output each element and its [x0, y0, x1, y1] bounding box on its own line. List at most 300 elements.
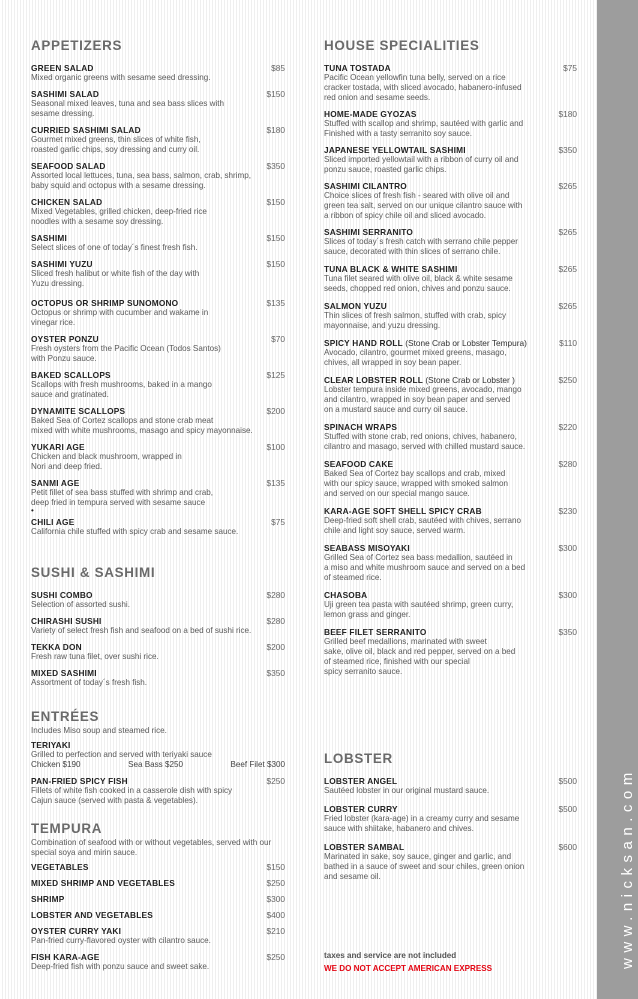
menu-item-name — [31, 740, 71, 750]
menu-item — [31, 590, 285, 610]
menu-item — [324, 109, 577, 139]
menu-item-price: $75 — [563, 63, 577, 73]
menu-item-description: mayonnaise, and yuzu dressing. — [324, 321, 441, 330]
menu-item-price: $150 — [266, 862, 285, 872]
menu-item-header — [324, 543, 577, 553]
menu-item-description: Grilled to perfection and served with teriyaki sauce — [31, 750, 212, 759]
menu-item — [324, 145, 577, 175]
menu-item-title: OCTOPUS OR SHRIMP SUNOMONO — [31, 298, 179, 308]
menu-item-price: $180 — [266, 125, 285, 135]
menu-item-description: lemon grass and ginger. — [324, 610, 411, 619]
menu-item-description: chives, all wrapped in soy bean paper. — [324, 358, 462, 367]
menu-item-name — [31, 259, 93, 269]
menu-item — [31, 776, 285, 806]
menu-item-name — [31, 776, 128, 786]
menu-item-description: sake, olive oil, black and red pepper, served on a bed — [324, 647, 516, 656]
menu-item-price: $85 — [271, 63, 285, 73]
menu-item-description: Gourmet mixed greens, thin slices of white fish, — [31, 135, 201, 144]
menu-item-name — [31, 370, 111, 380]
menu-item — [324, 338, 577, 368]
menu-item-name — [31, 442, 85, 452]
menu-item-description: Stuffed with scallop and shrimp, sautéed with garlic and — [324, 119, 524, 128]
menu-item-description: Baked Sea of Cortez scallops and stone crab meat — [31, 416, 214, 425]
menu-item-name — [324, 776, 397, 786]
menu-item-price: $350 — [558, 627, 577, 637]
menu-item-description: Marinated in sake, soy sauce, ginger and garlic, and — [324, 852, 512, 861]
menu-item-description: of steamed rice. — [324, 573, 382, 582]
menu-item — [324, 301, 577, 331]
menu-item-name — [324, 375, 515, 385]
menu-item-title: TUNA TOSTADA — [324, 63, 391, 73]
section-note: Combination of seafood with or without vegetables, served with our special soya and mirin sauce. — [31, 838, 272, 857]
menu-item-header — [31, 740, 285, 750]
menu-item-price: $250 — [266, 952, 285, 962]
menu-item — [31, 233, 285, 253]
menu-item-price: $200 — [266, 642, 285, 652]
menu-item-name — [31, 63, 94, 73]
menu-item — [31, 334, 285, 364]
menu-item-description: Uji green tea pasta with sautéed shrimp, green curry, — [324, 600, 514, 609]
menu-item — [31, 259, 285, 289]
menu-item-title: LOBSTER CURRY — [324, 804, 398, 814]
menu-item-header — [324, 338, 577, 348]
menu-item — [31, 740, 285, 770]
menu-item-header — [324, 227, 577, 237]
menu-item-name — [31, 125, 141, 135]
menu-item-price: $180 — [558, 109, 577, 119]
section-title: APPETIZERS — [31, 38, 123, 53]
menu-item-header — [31, 334, 285, 344]
menu-item — [324, 227, 577, 257]
menu-item-title: SALMON YUZU — [324, 301, 387, 311]
menu-item-header — [31, 910, 285, 920]
menu-item-header — [31, 878, 285, 888]
menu-item-name — [31, 517, 74, 527]
menu-item-price: $350 — [558, 145, 577, 155]
menu-item-name — [324, 842, 404, 852]
menu-item-price: $265 — [558, 301, 577, 311]
menu-item — [324, 181, 577, 221]
menu-item-variants — [31, 760, 285, 770]
menu-item-header — [31, 478, 285, 488]
menu-item — [31, 63, 285, 83]
menu-item — [31, 910, 285, 920]
menu-item-price: $125 — [266, 370, 285, 380]
menu-item-title: SASHIMI CILANTRO — [324, 181, 407, 191]
menu-item-qualifier: (Stone Crab or Lobster Tempura) — [405, 338, 527, 348]
menu-item-description: sauce with shiitake, habanero and chives. — [324, 824, 474, 833]
menu-item-price: $280 — [266, 590, 285, 600]
menu-item — [324, 459, 577, 499]
menu-item-title: FISH KARA-AGE — [31, 952, 100, 962]
menu-item-description: Thin slices of fresh salmon, stuffed with crab, spicy — [324, 311, 507, 320]
menu-item — [31, 298, 285, 328]
menu-item-price: $210 — [266, 926, 285, 936]
menu-item-header — [31, 862, 285, 872]
menu-item-description: Sliced imported yellowtail with a ribbon of curry oil and — [324, 155, 519, 164]
menu-item-name — [31, 161, 106, 171]
menu-item-description: Finished with a tasty serranito soy sauce. — [324, 129, 473, 138]
menu-item — [324, 63, 577, 103]
menu-item-header — [31, 642, 285, 652]
menu-item — [31, 517, 285, 537]
menu-item-description: Mixed Vegetables, grilled chicken, deep-fried rice — [31, 207, 207, 216]
menu-item-name — [324, 459, 393, 469]
menu-item-title: MIXED SASHIMI — [31, 668, 97, 678]
menu-footer — [324, 951, 577, 974]
menu-item-price: $265 — [558, 181, 577, 191]
menu-item-description: baby squid and octopus with a sesame dressing. — [31, 181, 206, 190]
menu-item-header — [324, 506, 577, 516]
menu-item-description: sesame dressing. — [31, 109, 95, 118]
amex-warning: WE DO NOT ACCEPT AMERICAN EXPRESS — [324, 964, 493, 973]
menu-item-description: Yuzu dressing. — [31, 279, 85, 288]
menu-item-header — [324, 627, 577, 637]
menu-item — [31, 642, 285, 662]
menu-item-title: HOME-MADE GYOZAS — [324, 109, 417, 119]
menu-item-price: $150 — [266, 89, 285, 99]
menu-item-title: SASHIMI SERRANITO — [324, 227, 413, 237]
menu-item-name — [324, 543, 410, 553]
menu-item-description: Assortment of today´s fresh fish. — [31, 678, 148, 687]
menu-section-sushi-sashimi — [31, 565, 285, 694]
menu-section-entr-es — [31, 709, 285, 815]
menu-item-name — [31, 616, 102, 626]
menu-item-header — [324, 422, 577, 432]
menu-item-name — [31, 89, 99, 99]
menu-item-description: chile and light soy sauce, served warm. — [324, 526, 466, 535]
menu-item — [31, 442, 285, 472]
menu-item-name — [324, 264, 458, 274]
section-note: Includes Miso soup and steamed rice. — [31, 726, 167, 735]
menu-item-title: PAN-FRIED SPICY FISH — [31, 776, 128, 786]
menu-item-header — [324, 375, 577, 385]
menu-item-name — [31, 952, 100, 962]
menu-item-price: $75 — [271, 517, 285, 527]
menu-item-description: seeds, chopped red onion, chives and ponzu sauce. — [324, 284, 511, 293]
menu-item-name — [31, 406, 125, 416]
menu-item-description: Petit fillet of sea bass stuffed with shrimp and crab, — [31, 488, 214, 497]
menu-item-description: a miso and white mushroom sauce and served on a bed — [324, 563, 526, 572]
taxes-note: taxes and service are not included — [324, 951, 457, 960]
menu-item-price: $250 — [558, 375, 577, 385]
menu-item-name — [31, 878, 175, 888]
menu-item-title: JAPANESE YELLOWTAIL SASHIMI — [324, 145, 466, 155]
menu-item-price: $350 — [266, 161, 285, 171]
menu-item-header — [324, 145, 577, 155]
menu-item-name — [31, 233, 67, 243]
menu-item-price: $135 — [266, 478, 285, 488]
menu-item-description: of steamed rice, finished with our special — [324, 657, 470, 666]
menu-item-description: Fresh raw tuna filet, over sushi rice. — [31, 652, 159, 661]
menu-item-price: $150 — [266, 197, 285, 207]
menu-item-title: SEAFOOD SALAD — [31, 161, 106, 171]
menu-item — [31, 926, 285, 946]
menu-item-description: Assorted local lettuces, tuna, sea bass, salmon, crab, shrimp, — [31, 171, 251, 180]
menu-item-description: Deep-fried soft shell crab, sautéed with chives, serrano — [324, 516, 522, 525]
menu-section-appetizers — [31, 38, 285, 543]
menu-item-title: TUNA BLACK & WHITE SASHIMI — [324, 264, 458, 274]
menu-item-description: Stuffed with stone crab, red onions, chives, habanero, — [324, 432, 517, 441]
menu-item — [31, 862, 285, 872]
menu-item-title: LOBSTER AND VEGETABLES — [31, 910, 153, 920]
menu-item-title: CHASOBA — [324, 590, 368, 600]
menu-item-name — [324, 590, 367, 600]
menu-item-name — [31, 197, 102, 207]
menu-item-header — [31, 776, 285, 786]
menu-item — [324, 264, 577, 294]
menu-item-header — [31, 616, 285, 626]
variant-price: Beef Filet $300 — [230, 760, 285, 769]
menu-item — [31, 406, 285, 436]
menu-item-description: a ribbon of spicy chile oil and sliced avocado. — [324, 211, 486, 220]
menu-item — [324, 543, 577, 583]
menu-item — [31, 878, 285, 888]
menu-item-description: with our spicy sauce, wrapped with smoked salmon — [324, 479, 508, 488]
menu-item-title: GREEN SALAD — [31, 63, 94, 73]
menu-item-description: sauce and gratinated. — [31, 390, 109, 399]
menu-item-description: Deep-fried fish with ponzu sauce and sweet sake. — [31, 962, 210, 971]
menu-item-title: LOBSTER SAMBAL — [324, 842, 405, 852]
menu-item — [324, 506, 577, 536]
section-title: ENTRÉES — [31, 709, 100, 724]
menu-item-header — [31, 161, 285, 171]
menu-item-name — [31, 926, 121, 936]
menu-item-price: $280 — [266, 616, 285, 626]
menu-item-description: Slices of today´s fresh catch with serrano chile pepper — [324, 237, 518, 246]
menu-item-description: with Ponzu sauce. — [31, 354, 97, 363]
menu-item-price: $300 — [558, 543, 577, 553]
menu-item-header — [324, 804, 577, 814]
menu-item-name — [324, 227, 413, 237]
menu-item-description: Variety of select fresh fish and seafood on a bed of sushi rice. — [31, 626, 252, 635]
menu-item — [31, 478, 285, 514]
menu-item-title: CHILI AGE — [31, 517, 75, 527]
menu-item-description: Grilled beef medallions, marinated with sweet — [324, 637, 487, 646]
menu-item-description: red onion and sesame seeds. — [324, 93, 431, 102]
menu-item-header — [31, 233, 285, 243]
menu-item — [324, 627, 577, 677]
menu-item-header — [31, 259, 285, 269]
menu-item-price: $350 — [266, 668, 285, 678]
menu-item — [31, 370, 285, 400]
menu-item-description: Mixed organic greens with sesame seed dressing. — [31, 73, 211, 82]
menu-item-name — [324, 422, 397, 432]
menu-item-header — [31, 590, 285, 600]
menu-item-price: $220 — [558, 422, 577, 432]
menu-item — [324, 842, 577, 882]
menu-item-title: OYSTER PONZU — [31, 334, 99, 344]
menu-item-price: $300 — [558, 590, 577, 600]
menu-item-description: Selection of assorted sushi. — [31, 600, 130, 609]
menu-item-title: LOBSTER ANGEL — [324, 776, 398, 786]
menu-item-name — [324, 63, 391, 73]
menu-item-description: and served on our special mango sauce. — [324, 489, 470, 498]
menu-item-description: Select slices of one of today´s finest fresh fish. — [31, 243, 198, 252]
menu-item-title: SASHIMI SALAD — [31, 89, 100, 99]
menu-item-price: $250 — [266, 878, 285, 888]
menu-item-description: sauce, decorated with thin slices of serrano chile. — [324, 247, 501, 256]
menu-item — [31, 952, 285, 972]
menu-item-description: Seasonal mixed leaves, tuna and sea bass slices with — [31, 99, 225, 108]
variant-price: Sea Bass $250 — [128, 760, 183, 769]
menu-item-description: deep fried in tempura served with sesame sauce — [31, 498, 206, 507]
menu-item — [324, 375, 577, 415]
menu-item — [31, 197, 285, 227]
menu-item-title: BAKED SCALLOPS — [31, 370, 111, 380]
menu-item-title: CURRIED SASHIMI SALAD — [31, 125, 141, 135]
menu-item-price: $100 — [266, 442, 285, 452]
menu-item-title: CHIRASHI SUSHI — [31, 616, 102, 626]
menu-item-header — [324, 590, 577, 600]
menu-item — [31, 668, 285, 688]
menu-item-name — [324, 145, 466, 155]
menu-item-description: Octopus or shrimp with cucumber and wakame in — [31, 308, 209, 317]
menu-item-description: and cilantro, wrapped in soy bean paper and served — [324, 395, 511, 404]
menu-item-name — [31, 894, 64, 904]
menu-item-description: cilantro and masago, served with chilled mustard sauce. — [324, 442, 526, 451]
menu-item-header — [324, 63, 577, 73]
menu-item-description: Fresh oysters from the Pacific Ocean (Todos Santos) — [31, 344, 221, 353]
menu-item-description: ponzu sauce, roasted garlic chips. — [324, 165, 447, 174]
menu-item-name — [324, 506, 482, 516]
menu-item-name — [31, 668, 97, 678]
menu-item-header — [31, 406, 285, 416]
section-title: HOUSE SPECIALITIES — [324, 38, 480, 53]
menu-item-title: SANMI AGE — [31, 478, 80, 488]
menu-item-header — [31, 952, 285, 962]
menu-item-title: OYSTER CURRY YAKI — [31, 926, 122, 936]
menu-item-description: noodles with a sesame soy dressing. — [31, 217, 164, 226]
menu-item-price: $150 — [266, 233, 285, 243]
menu-item-price: $70 — [271, 334, 285, 344]
menu-item-description: spicy serranito sauce. — [324, 667, 403, 676]
menu-item-name — [31, 642, 82, 652]
menu-item-title: VEGETABLES — [31, 862, 89, 872]
menu-item-description: cracker tostada, with sliced avocado, habanero-infused — [324, 83, 522, 92]
menu-item-header — [324, 301, 577, 311]
menu-item — [31, 89, 285, 119]
section-title: SUSHI & SASHIMI — [31, 565, 156, 580]
menu-item-price: $600 — [558, 842, 577, 852]
menu-item-description: Baked Sea of Cortez bay scallops and crab, mixed — [324, 469, 506, 478]
menu-item-description: Tuna filet seared with olive oil, black & white sesame — [324, 274, 513, 283]
menu-item-title: SPICY HAND ROLL — [324, 338, 403, 348]
menu-item-name — [324, 301, 387, 311]
menu-item-description: Fried lobster (kara-age) in a creamy curry and sesame — [324, 814, 520, 823]
menu-item-description: Avocado, cilantro, gourmet mixed greens, masago, — [324, 348, 507, 357]
menu-item-qualifier: (Stone Crab or Lobster ) — [425, 375, 515, 385]
menu-item-description: • — [31, 506, 34, 515]
menu-item-header — [324, 776, 577, 786]
menu-item-title: SEABASS MISOYAKI — [324, 543, 410, 553]
menu-section-tempura — [31, 821, 285, 978]
menu-item-name — [31, 590, 93, 600]
menu-item-description: bathed in a sauce of sweet and sour chiles, green onion — [324, 862, 525, 871]
menu-item-title: CHICKEN SALAD — [31, 197, 103, 207]
menu-item-description: Grilled Sea of Cortez sea bass medallion, sautéed in — [324, 553, 513, 562]
menu-item-description: Pan-fried curry-flavored oyster with cilantro sauce. — [31, 936, 211, 945]
menu-item-title: CLEAR LOBSTER ROLL — [324, 375, 423, 385]
menu-item — [324, 590, 577, 620]
menu-item-name — [31, 910, 153, 920]
menu-item — [324, 804, 577, 834]
menu-item-title: YUKARI AGE — [31, 442, 85, 452]
menu-item — [31, 616, 285, 636]
menu-item-header — [31, 63, 285, 73]
menu-item-title: MIXED SHRIMP AND VEGETABLES — [31, 878, 176, 888]
menu-item-header — [324, 109, 577, 119]
menu-item-price: $200 — [266, 406, 285, 416]
menu-item-title: SEAFOOD CAKE — [324, 459, 394, 469]
menu-item-title: SPINACH WRAPS — [324, 422, 398, 432]
menu-item-description: Pacific Ocean yellowfin tuna belly, served on a rice — [324, 73, 506, 82]
menu-item — [31, 894, 285, 904]
menu-item-header — [31, 125, 285, 135]
menu-item-description: Scallops with fresh mushrooms, baked in a mango — [31, 380, 212, 389]
menu-item-name — [324, 181, 407, 191]
menu-item-price: $500 — [558, 804, 577, 814]
menu-section-house-specialities — [324, 38, 577, 684]
menu-item-price: $150 — [266, 259, 285, 269]
menu-item-price: $250 — [266, 776, 285, 786]
menu-item-name — [31, 298, 178, 308]
menu-item-description: Chicken and black mushroom, wrapped in — [31, 452, 182, 461]
menu-item-name — [31, 334, 99, 344]
menu-item-description: Lobster tempura inside mixed greens, avocado, mango — [324, 385, 522, 394]
menu-item-price: $265 — [558, 227, 577, 237]
menu-item-title: DYNAMITE SCALLOPS — [31, 406, 126, 416]
menu-item — [324, 422, 577, 452]
menu-item-header — [31, 517, 285, 527]
menu-item-price: $135 — [266, 298, 285, 308]
menu-item-header — [31, 926, 285, 936]
menu-item-header — [31, 668, 285, 678]
menu-item-description: on a mustard sauce and curry oil sauce. — [324, 405, 468, 414]
menu-item — [31, 161, 285, 191]
menu-item-name — [31, 478, 80, 488]
menu-item-header — [31, 894, 285, 904]
menu-item-header — [324, 842, 577, 852]
menu-item-name — [324, 627, 427, 637]
menu-item-price: $280 — [558, 459, 577, 469]
menu-item-description: and sesame oil. — [324, 872, 381, 881]
menu-item-description: Sliced fresh halibut or white fish of the day with — [31, 269, 200, 278]
menu-item — [31, 125, 285, 155]
menu-item-description: Sautéed lobster in our original mustard sauce. — [324, 786, 490, 795]
menu-item-description: green tea salt, served on our unique cilantro sauce with — [324, 201, 523, 210]
menu-item-header — [324, 181, 577, 191]
menu-item-title: BEEF FILET SERRANITO — [324, 627, 427, 637]
menu-item-description: Cajun sauce (served with pasta & vegetables). — [31, 796, 198, 805]
menu-item-price: $110 — [559, 338, 577, 348]
menu-item-title: SASHIMI YUZU — [31, 259, 93, 269]
menu-item-description: Choice slices of fresh fish - seared with olive oil and — [324, 191, 510, 200]
menu-item-header — [31, 89, 285, 99]
menu-item-header — [31, 298, 285, 308]
menu-item-description: mixed with white mushrooms, masago and spicy mayonnaise. — [31, 426, 253, 435]
menu-item — [324, 776, 577, 796]
menu-item-price: $230 — [558, 506, 577, 516]
menu-item-header — [31, 370, 285, 380]
menu-item-price: $400 — [266, 910, 285, 920]
website-url: www.nicksan.com — [619, 767, 636, 969]
menu-item-name — [324, 109, 417, 119]
menu-item-price: $500 — [558, 776, 577, 786]
menu-item-description: Fillets of white fish cooked in a casserole dish with spicy — [31, 786, 233, 795]
menu-item-header — [324, 264, 577, 274]
menu-item-title: SASHIMI — [31, 233, 67, 243]
